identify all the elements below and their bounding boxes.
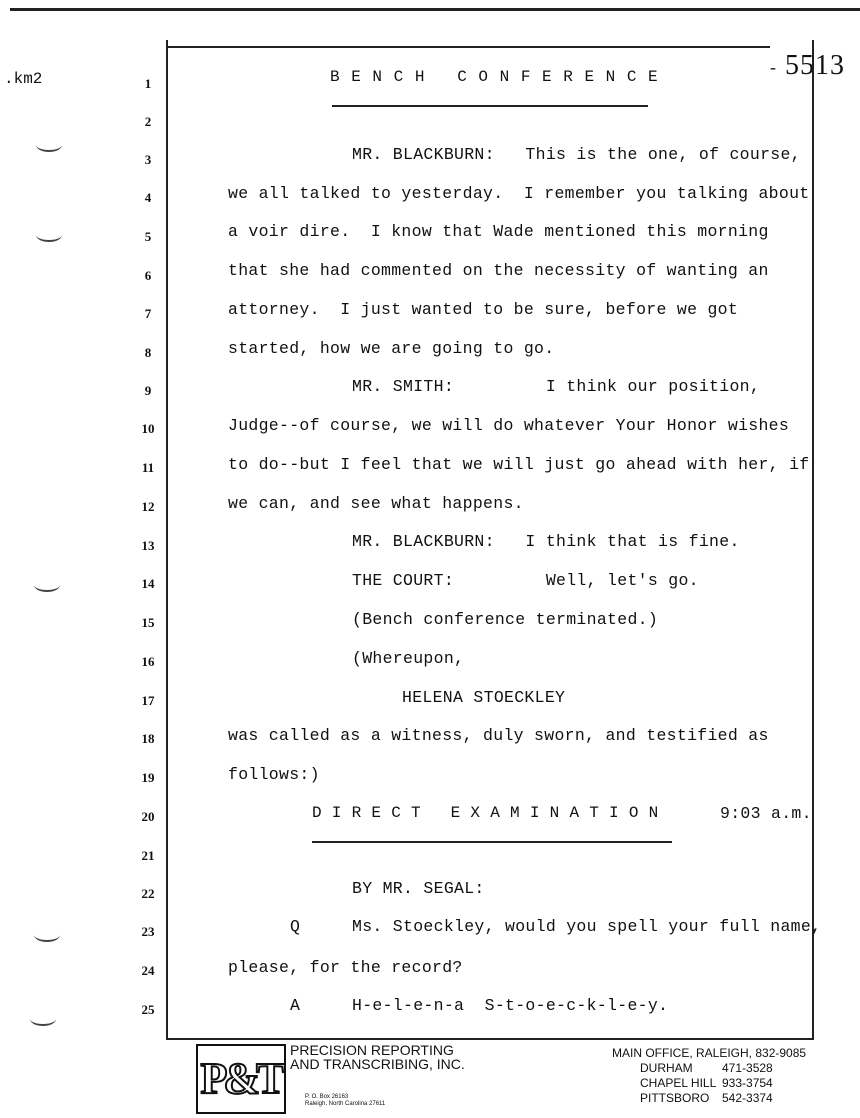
transcript-line-14: THE COURT: Well, let's go.: [352, 571, 699, 590]
line-number: 14: [141, 576, 155, 591]
page-number-value: 5513: [785, 50, 845, 81]
transcript-line-9: MR. SMITH: I think our position,: [352, 377, 761, 396]
line-number: 12: [141, 499, 155, 514]
punch-hole-mark: [36, 228, 62, 242]
transcript-line-15: (Bench conference terminated.): [352, 610, 659, 629]
office-city: DURHAM: [640, 1061, 693, 1075]
line-number: 1: [144, 76, 152, 91]
transcript-line-22: BY MR. SEGAL:: [352, 879, 485, 898]
transcript-line-24: please, for the record?: [228, 958, 463, 977]
answer-tag: A: [290, 996, 301, 1015]
line-number: 18: [141, 731, 155, 746]
line-number: 7: [144, 306, 152, 321]
office-row: [640, 1076, 806, 1091]
line-number: 6: [144, 268, 152, 283]
heading-underline: [312, 841, 672, 843]
document-code: .km2: [4, 70, 43, 88]
line-number: 11: [141, 460, 155, 475]
line-number: 22: [141, 886, 155, 901]
address-line-1: P. O. Box 26163: [305, 1094, 349, 1100]
examination-time: 9:03 a.m.: [720, 804, 812, 823]
question-tag: Q: [290, 917, 301, 936]
line-number: 25: [141, 1002, 155, 1017]
transcript-line-13: MR. BLACKBURN: I think that is fine.: [352, 532, 740, 551]
title-underline: [332, 105, 648, 107]
transcript-line-5: a voir dire. I know that Wade mentioned this morning: [228, 222, 769, 241]
office-phone: 471-3528: [722, 1061, 773, 1075]
company-address: [305, 1094, 385, 1108]
main-office: MAIN OFFICE, RALEIGH, 832-9085: [612, 1046, 807, 1060]
office-city: PITTSBORO: [640, 1091, 710, 1105]
address-line-2: Raleigh, North Carolina 27611: [305, 1101, 386, 1107]
company-name-line-2: AND TRANSCRIBING, INC.: [290, 1056, 465, 1072]
transcript-line-12: we can, and see what happens.: [228, 494, 524, 513]
company-name-line-1: PRECISION REPORTING: [290, 1042, 454, 1058]
office-phones: [612, 1046, 806, 1106]
office-city: CHAPEL HILL: [640, 1076, 717, 1090]
line-number: 23: [141, 924, 155, 939]
punch-hole-mark: [30, 1012, 56, 1026]
transcript-line-7: attorney. I just wanted to be sure, before we got: [228, 300, 739, 319]
transcript-line-25: H-e-l-e-n-a S-t-o-e-c-k-l-e-y.: [352, 996, 669, 1015]
top-rule: [10, 8, 860, 11]
transcript-line-4: we all talked to yesterday. I remember you talking about: [228, 184, 810, 203]
punch-hole-mark: [34, 928, 60, 942]
line-number: 9: [144, 383, 152, 398]
line-number: 16: [141, 654, 155, 669]
office-row: [640, 1091, 806, 1106]
office-row: [640, 1061, 806, 1076]
transcript-line-10: Judge--of course, we will do whatever Your Honor wishes: [228, 416, 790, 435]
line-number: 21: [141, 848, 155, 863]
transcript-line-23: Ms. Stoeckley, would you spell your full name,: [352, 917, 822, 936]
line-number: 20: [141, 809, 155, 824]
line-number: 15: [141, 615, 155, 630]
page-number: - 5513: [770, 50, 845, 81]
line-number: 4: [144, 190, 152, 205]
line-number: 3: [144, 152, 152, 167]
transcript-line-19: follows:): [228, 765, 320, 784]
line-number: 19: [141, 770, 155, 785]
company-name: [290, 1043, 465, 1071]
transcript-line-3: MR. BLACKBURN: This is the one, of course,: [352, 145, 801, 164]
line-number: 13: [141, 538, 155, 553]
line-number: 2: [144, 114, 152, 129]
transcript-line-11: to do--but I feel that we will just go ahead with her, if: [228, 455, 810, 474]
company-logo: P&T: [196, 1044, 286, 1114]
transcript-line-16: (Whereupon,: [352, 649, 465, 668]
line-number: 5: [144, 229, 152, 244]
transcript-line-6: that she had commented on the necessity of wanting an: [228, 261, 769, 280]
transcript-line-18: was called as a witness, duly sworn, and testified as: [228, 726, 769, 745]
section-title: B E N C H C O N F E R E N C E: [330, 68, 659, 86]
examination-heading: D I R E C T E X A M I N A T I O N: [312, 804, 659, 822]
line-number: 10: [141, 421, 155, 436]
punch-hole-mark: [36, 138, 62, 152]
line-number: 24: [141, 963, 155, 978]
witness-name: HELENA STOECKLEY: [402, 688, 566, 707]
line-number: 17: [141, 693, 155, 708]
transcript-line-8: started, how we are going to go.: [228, 339, 555, 358]
line-number: 8: [144, 345, 152, 360]
transcript-frame-top: [166, 46, 770, 48]
punch-hole-mark: [34, 578, 60, 592]
office-phone: 542-3374: [722, 1091, 773, 1105]
office-phone: 933-3754: [722, 1076, 773, 1090]
